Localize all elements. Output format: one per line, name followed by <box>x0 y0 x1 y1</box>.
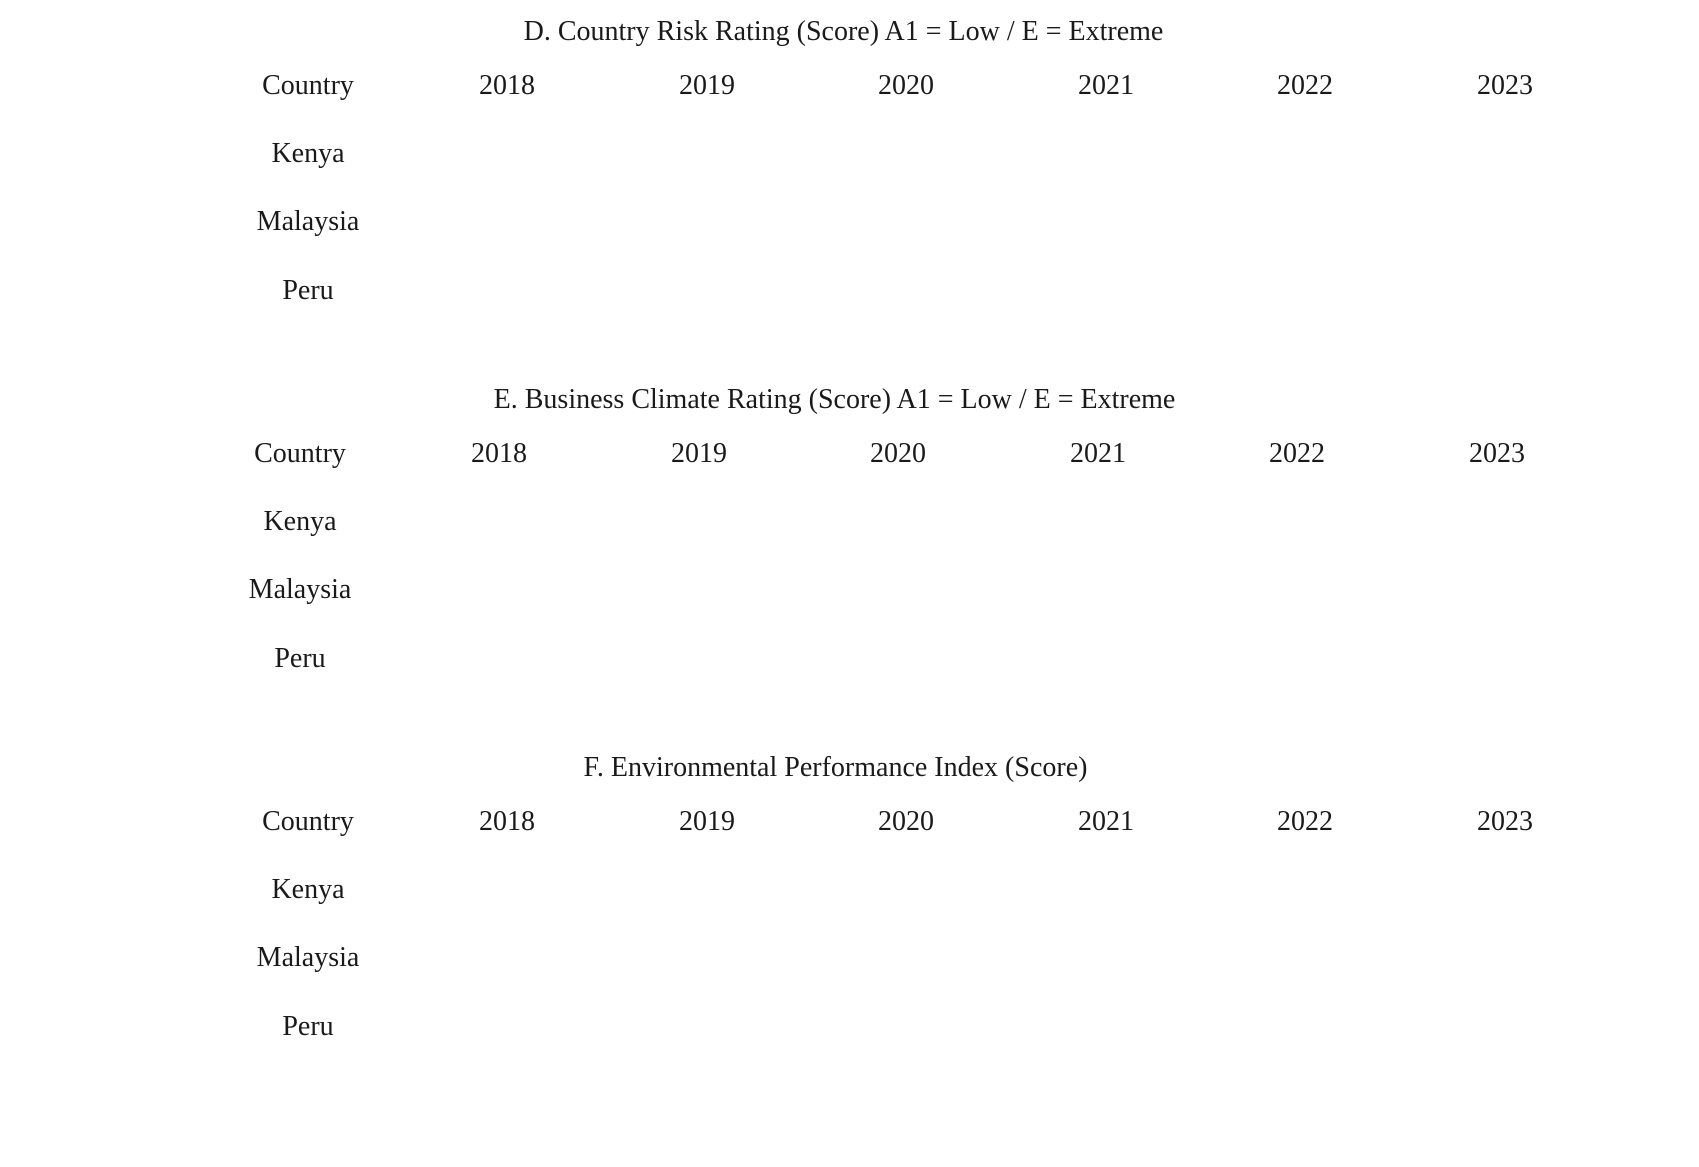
section-title: D. Country Risk Rating (Score) A1 = Low / E = Extreme <box>523 16 1164 47</box>
year-header: 2023 <box>1477 806 1533 837</box>
year-header: 2023 <box>1477 70 1533 101</box>
year-header: 2022 <box>1277 806 1333 837</box>
country-label: Peru <box>282 275 334 306</box>
country-label: Malaysia <box>256 942 360 973</box>
year-header: 2020 <box>878 70 934 101</box>
year-header: 2020 <box>878 806 934 837</box>
year-header: 2018 <box>479 70 535 101</box>
country-label: Peru <box>274 643 326 674</box>
country-label: Kenya <box>271 874 345 905</box>
country-column-header: Country <box>262 806 354 837</box>
year-header: 2019 <box>679 806 735 837</box>
section-title: F. Environmental Performance Index (Score) <box>583 752 1088 783</box>
year-header: 2022 <box>1269 438 1325 469</box>
country-label: Kenya <box>271 138 345 169</box>
year-header: 2019 <box>679 70 735 101</box>
year-header: 2021 <box>1078 806 1134 837</box>
country-label: Malaysia <box>256 206 360 237</box>
year-header: 2018 <box>471 438 527 469</box>
country-label: Peru <box>282 1011 334 1042</box>
year-header: 2023 <box>1469 438 1525 469</box>
country-column-header: Country <box>254 438 346 469</box>
year-header: 2021 <box>1070 438 1126 469</box>
country-label: Kenya <box>263 506 337 537</box>
year-header: 2019 <box>671 438 727 469</box>
year-header: 2018 <box>479 806 535 837</box>
section-environmental-performance <box>0 751 1699 1081</box>
section-title: E. Business Climate Rating (Score) A1 = Low / E = Extreme <box>493 384 1176 415</box>
country-label: Malaysia <box>248 574 352 605</box>
year-header: 2020 <box>870 438 926 469</box>
year-header: 2021 <box>1078 70 1134 101</box>
year-header: 2022 <box>1277 70 1333 101</box>
section-business-climate <box>0 383 1699 713</box>
section-country-risk <box>0 15 1699 345</box>
country-column-header: Country <box>262 70 354 101</box>
